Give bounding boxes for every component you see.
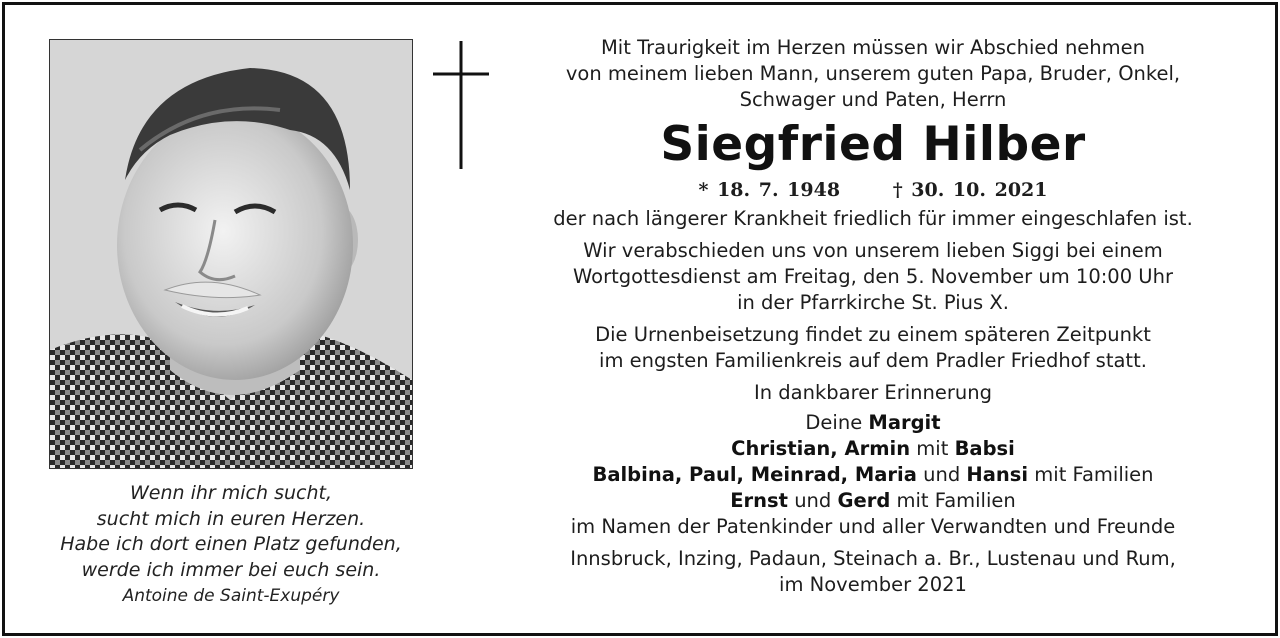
intro-line: Schwager und Paten, Herrn	[739, 88, 1007, 111]
mourner-name: Margit	[868, 411, 941, 434]
death-date: † 30. 10. 2021	[892, 179, 1048, 201]
mourner-name: Balbina, Paul, Meinrad, Maria	[592, 463, 917, 486]
passing-text: der nach längerer Krankheit friedlich für immer eingeschlafen ist.	[553, 207, 1193, 230]
quote-line: Wenn ihr mich sucht,	[129, 482, 332, 504]
mourners-text: mit Familien	[1034, 463, 1154, 486]
mourner-name: Gerd	[837, 489, 891, 512]
quote-block	[21, 481, 441, 609]
burial-line: im engsten Familienkreis auf dem Pradler Friedhof statt.	[599, 349, 1147, 372]
deceased-name: Siegfried Hilber	[660, 117, 1086, 172]
quote-line: Habe ich dort einen Platz gefunden,	[60, 533, 402, 555]
birth-date: * 18. 7. 1948	[698, 179, 841, 201]
mourners-text: mit	[916, 437, 949, 460]
mourner-name: Hansi	[966, 463, 1029, 486]
life-dates	[523, 178, 1223, 202]
service-line: Wir verabschieden uns von unserem lieben Siggi bei einem	[583, 239, 1163, 262]
mourners-intro: In dankbarer Erinnerung	[754, 381, 992, 404]
mourners-text: Deine	[805, 411, 863, 434]
mourners-text: und	[923, 463, 961, 486]
cross-icon	[433, 41, 489, 171]
intro-line: Mit Traurigkeit im Herzen müssen wir Abschied nehmen	[600, 36, 1146, 59]
quote-line: werde ich immer bei euch sein.	[81, 558, 381, 581]
quote-author: Antoine de Saint-Exupéry	[122, 586, 340, 606]
obituary-card	[2, 2, 1278, 636]
portrait-illustration	[50, 40, 412, 468]
mourners-row	[523, 436, 1223, 462]
mourner-name: Christian, Armin	[731, 437, 911, 460]
service-line: in der Pfarrkirche St. Pius X.	[737, 291, 1009, 314]
mourners-text: und	[794, 489, 832, 512]
mourner-name: Babsi	[954, 437, 1015, 460]
intro-line: von meinem lieben Mann, unserem guten Papa, Bruder, Onkel,	[565, 62, 1181, 85]
place-line: Innsbruck, Inzing, Padaun, Steinach a. Br., Lustenau und Rum,	[570, 547, 1176, 570]
service-line: Wortgottesdienst am Freitag, den 5. November um 10:00 Uhr	[573, 265, 1173, 288]
portrait-photo	[49, 39, 413, 469]
mourners-row	[523, 488, 1223, 514]
mourners-text: mit Familien	[896, 489, 1016, 512]
mourners-row	[523, 462, 1223, 488]
mourners-row	[523, 410, 1223, 436]
quote-line: sucht mich in euren Herzen.	[96, 507, 366, 530]
obituary-text	[523, 35, 1223, 598]
mourners-row: im Namen der Patenkinder und aller Verwandten und Freunde	[570, 515, 1176, 538]
burial-line: Die Urnenbeisetzung findet zu einem späteren Zeitpunkt	[595, 323, 1151, 346]
mourner-name: Ernst	[730, 489, 788, 512]
place-line: im November 2021	[779, 573, 967, 596]
